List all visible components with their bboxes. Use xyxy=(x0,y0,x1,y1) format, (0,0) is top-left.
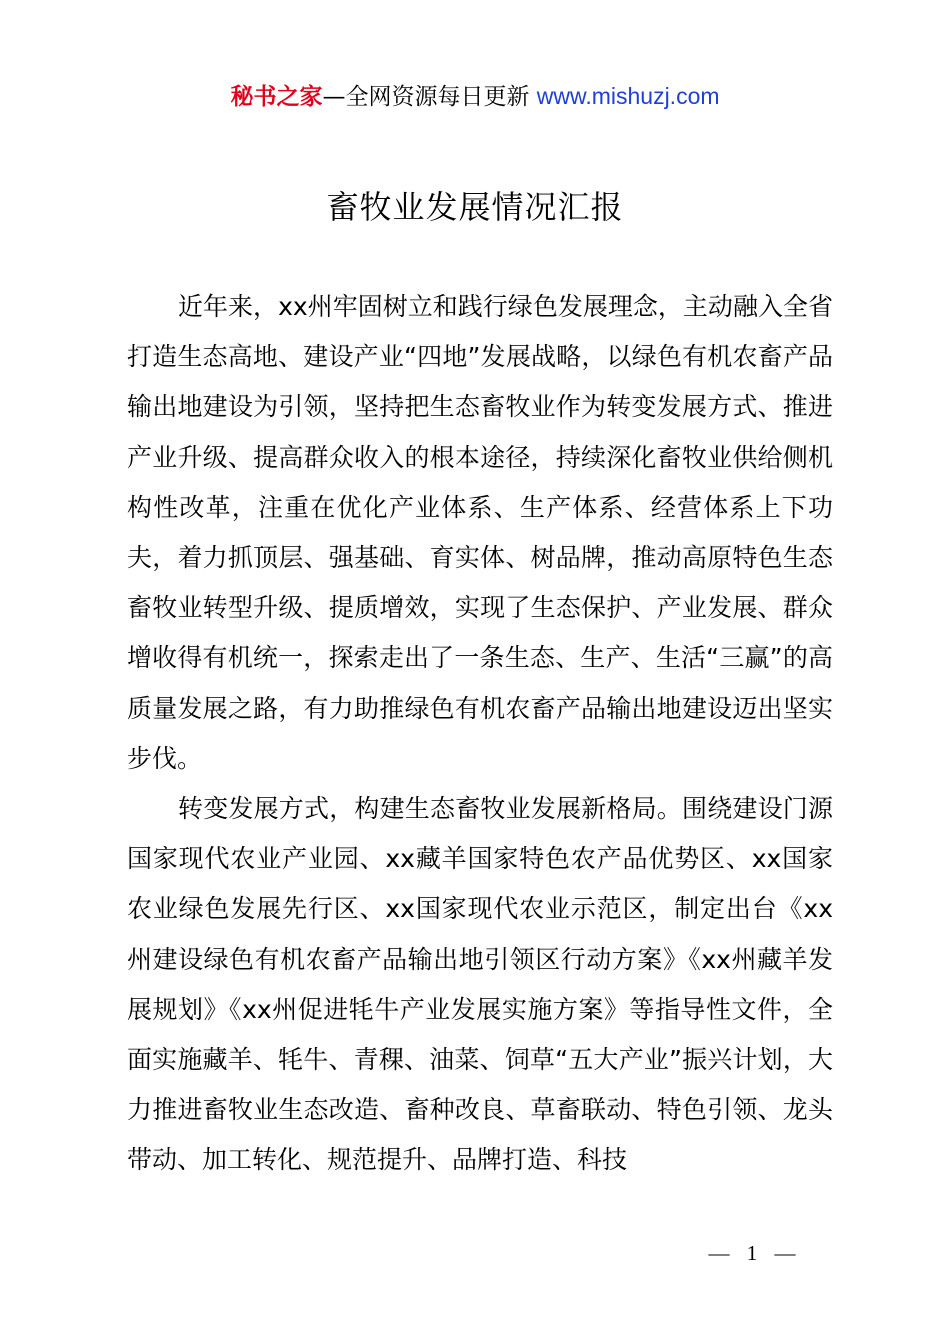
site-header xyxy=(0,80,950,113)
paragraph: 近年来，xx州牢固树立和践行绿色发展理念，主动融入全省打造生态高地、建设产业“四地”发展战略，以绿色有机农畜产品输出地建设为引领，坚持把生态畜牧业作为转变发展方式、推进产业升级、提高群众收入的根本途径，持续深化畜牧业供给侧机构性改革，注重在优化产业体系、生产体系、经营体系上下功夫，着力抓顶层、强基础、育实体、树品牌，推动高原特色生态畜牧业转型升级、提质增效，实现了生态保护、产业发展、群众增收得有机统一，探索走出了一条生态、生产、生活“三赢”的高质量发展之路，有力助推绿色有机农畜产品输出地建设迈出坚实步伐。 xyxy=(127,292,833,773)
site-brand: 秘书之家 xyxy=(230,84,323,110)
site-slogan: —全网资源每日更新 xyxy=(322,84,537,110)
page-number: — 1 — xyxy=(708,1241,802,1265)
document-body xyxy=(127,282,833,1186)
site-url-link[interactable]: www.mishuzj.com xyxy=(536,83,720,109)
paragraph: 转变发展方式，构建生态畜牧业发展新格局。围绕建设门源国家现代农业产业园、xx藏羊国家特色农产品优势区、xx国家农业绿色发展先行区、xx国家现代农业示范区，制定出台《xx州建设绿色有机农畜产品输出地引领区行动方案》《xx州藏羊发展规划》《xx州促进牦牛产业发展实施方案》等指导性文件，全面实施藏羊、牦牛、青稞、油菜、饲草“五大产业”振兴计划，大力推进畜牧业生态改造、畜种改良、草畜联动、特色引领、龙头带动、加工转化、规范提升、品牌打造、科技 xyxy=(127,794,833,1175)
document-title: 畜牧业发展情况汇报 xyxy=(326,188,624,226)
